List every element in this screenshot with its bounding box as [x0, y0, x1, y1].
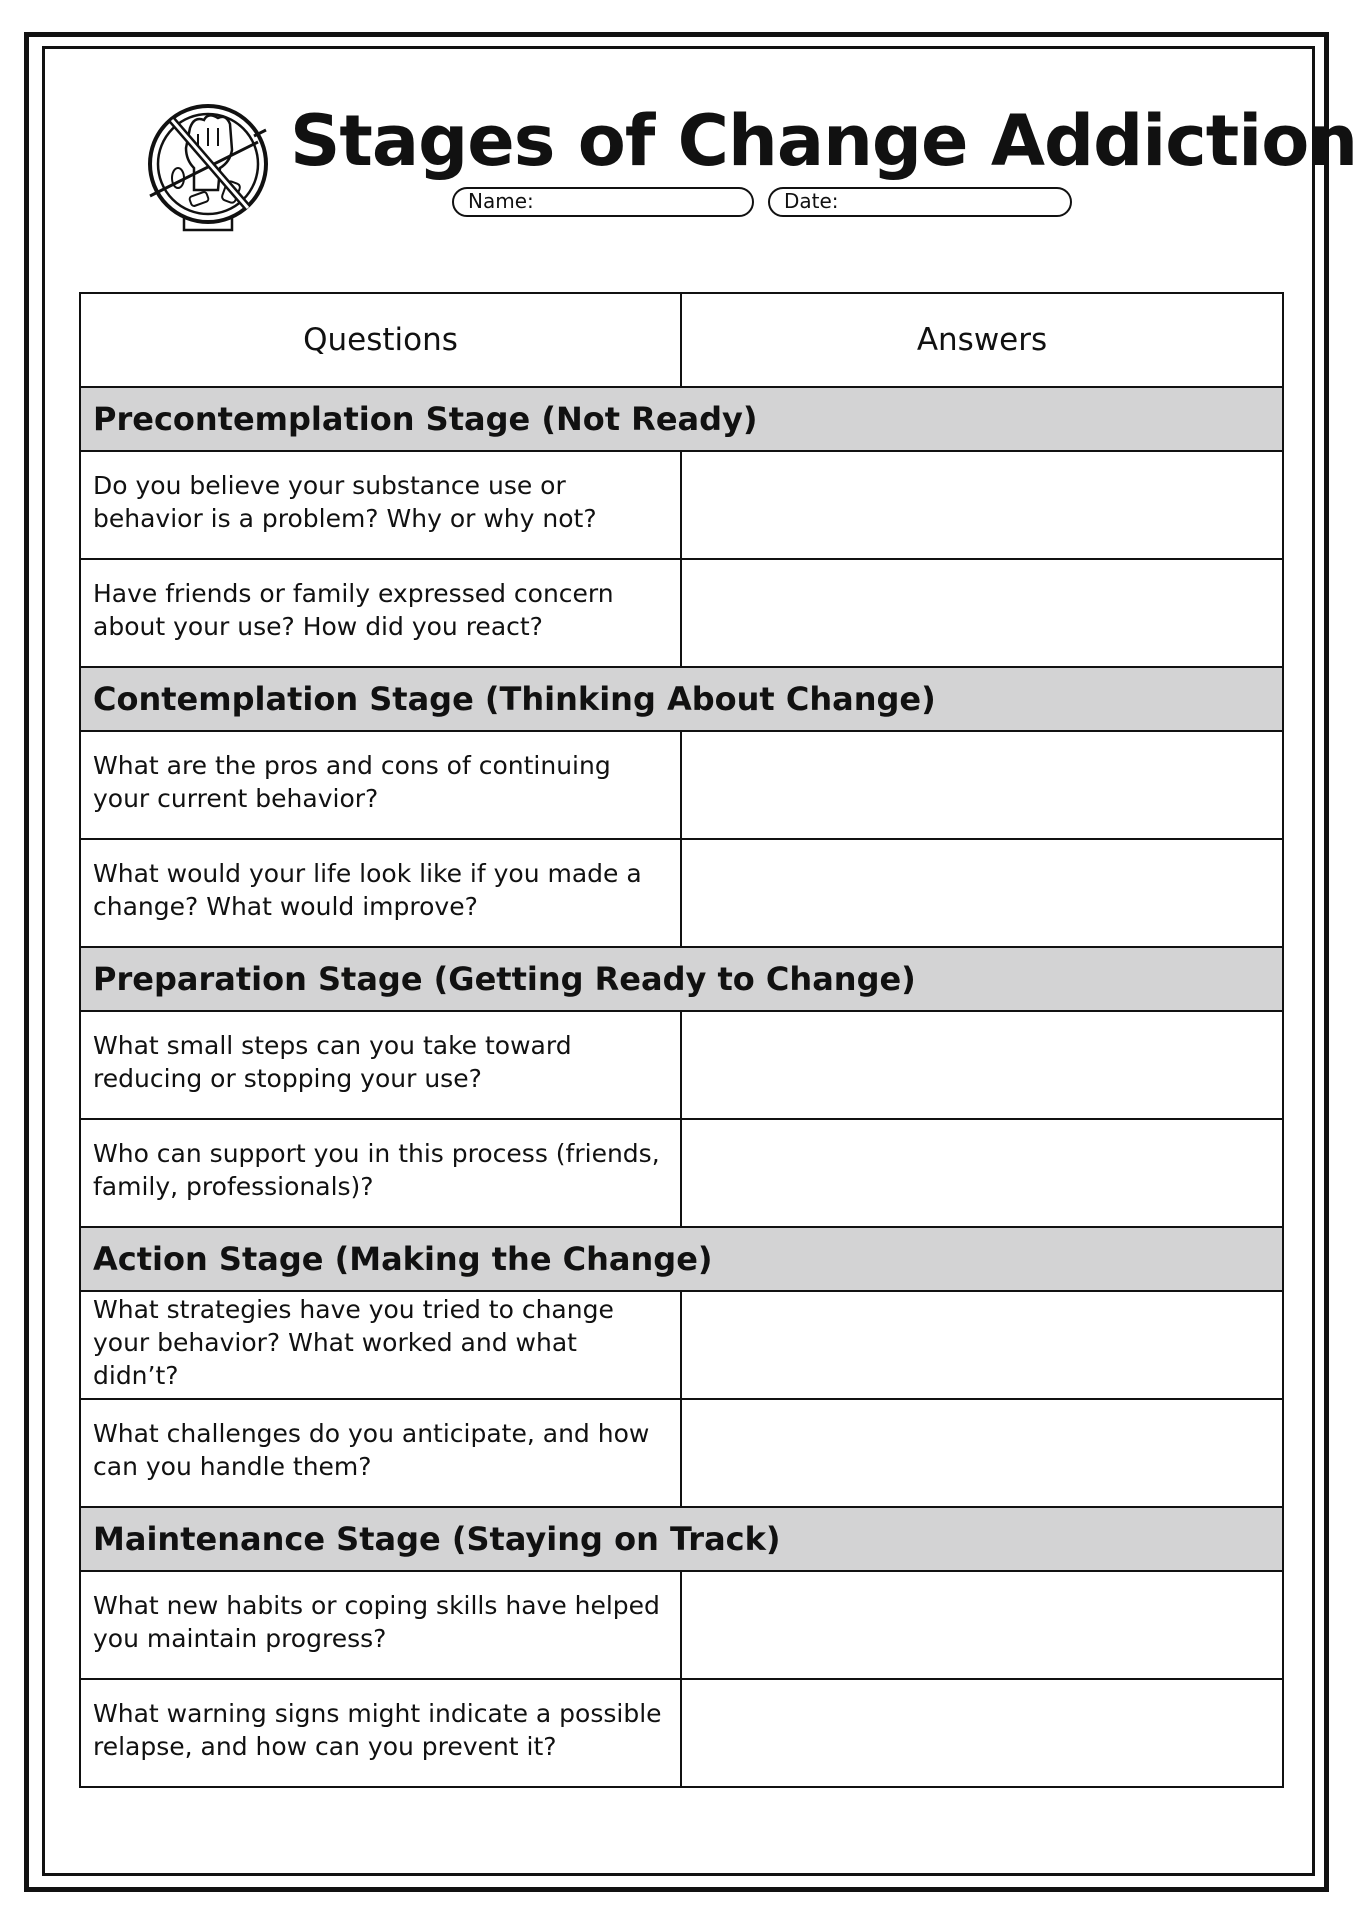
- question-cell: What would your life look like if you made a change? What would improve?: [81, 840, 682, 946]
- table-row: [81, 1290, 1282, 1398]
- stages-table: [79, 292, 1284, 1788]
- question-cell: What small steps can you take toward reducing or stopping your use?: [81, 1012, 682, 1118]
- questions-column-header: Questions: [81, 294, 682, 386]
- answer-cell[interactable]: [682, 452, 1282, 558]
- table-row: [81, 730, 1282, 838]
- table-header-row: [81, 294, 1282, 386]
- question-cell: Who can support you in this process (friends, family, professionals)?: [81, 1120, 682, 1226]
- answer-cell[interactable]: [682, 560, 1282, 666]
- answer-cell[interactable]: [682, 1572, 1282, 1678]
- table-row: [81, 450, 1282, 558]
- table-row: [81, 1118, 1282, 1226]
- table-row: [81, 1398, 1282, 1506]
- question-cell: Do you believe your substance use or behavior is a problem? Why or why not?: [81, 452, 682, 558]
- no-drugs-fist-icon: [138, 98, 278, 238]
- table-row: [81, 1570, 1282, 1678]
- question-cell: Have friends or family expressed concern about your use? How did you react?: [81, 560, 682, 666]
- answer-cell[interactable]: [682, 840, 1282, 946]
- answer-cell[interactable]: [682, 1120, 1282, 1226]
- table-row: [81, 1678, 1282, 1786]
- table-row: [81, 558, 1282, 666]
- name-field[interactable]: [452, 187, 754, 217]
- answer-cell[interactable]: [682, 1292, 1282, 1398]
- answer-cell[interactable]: [682, 1012, 1282, 1118]
- name-label: Name:: [468, 189, 534, 213]
- stage-header-action: Action Stage (Making the Change): [81, 1226, 1282, 1290]
- table-row: [81, 838, 1282, 946]
- question-cell: What warning signs might indicate a possible relapse, and how can you prevent it?: [81, 1680, 682, 1786]
- page-title: Stages of Change Addiction: [290, 100, 1358, 182]
- answers-column-header: Answers: [916, 322, 1048, 358]
- stage-header-contemplation: Contemplation Stage (Thinking About Change): [81, 666, 1282, 730]
- answer-cell[interactable]: [682, 732, 1282, 838]
- table-row: [81, 1010, 1282, 1118]
- stage-header-preparation: Preparation Stage (Getting Ready to Change): [81, 946, 1282, 1010]
- date-field[interactable]: [768, 187, 1072, 217]
- question-cell: What challenges do you anticipate, and how can you handle them?: [81, 1400, 682, 1506]
- stage-header-precontemplation: Precontemplation Stage (Not Ready): [81, 386, 1282, 450]
- stage-header-maintenance: Maintenance Stage (Staying on Track): [81, 1506, 1282, 1570]
- answer-cell[interactable]: [682, 1680, 1282, 1786]
- answer-cell[interactable]: [682, 1400, 1282, 1506]
- question-cell: What are the pros and cons of continuing your current behavior?: [81, 732, 682, 838]
- date-label: Date:: [784, 189, 839, 213]
- question-cell: What strategies have you tried to change your behavior? What worked and what didn’t?: [81, 1292, 682, 1398]
- question-cell: What new habits or coping skills have helped you maintain progress?: [81, 1572, 682, 1678]
